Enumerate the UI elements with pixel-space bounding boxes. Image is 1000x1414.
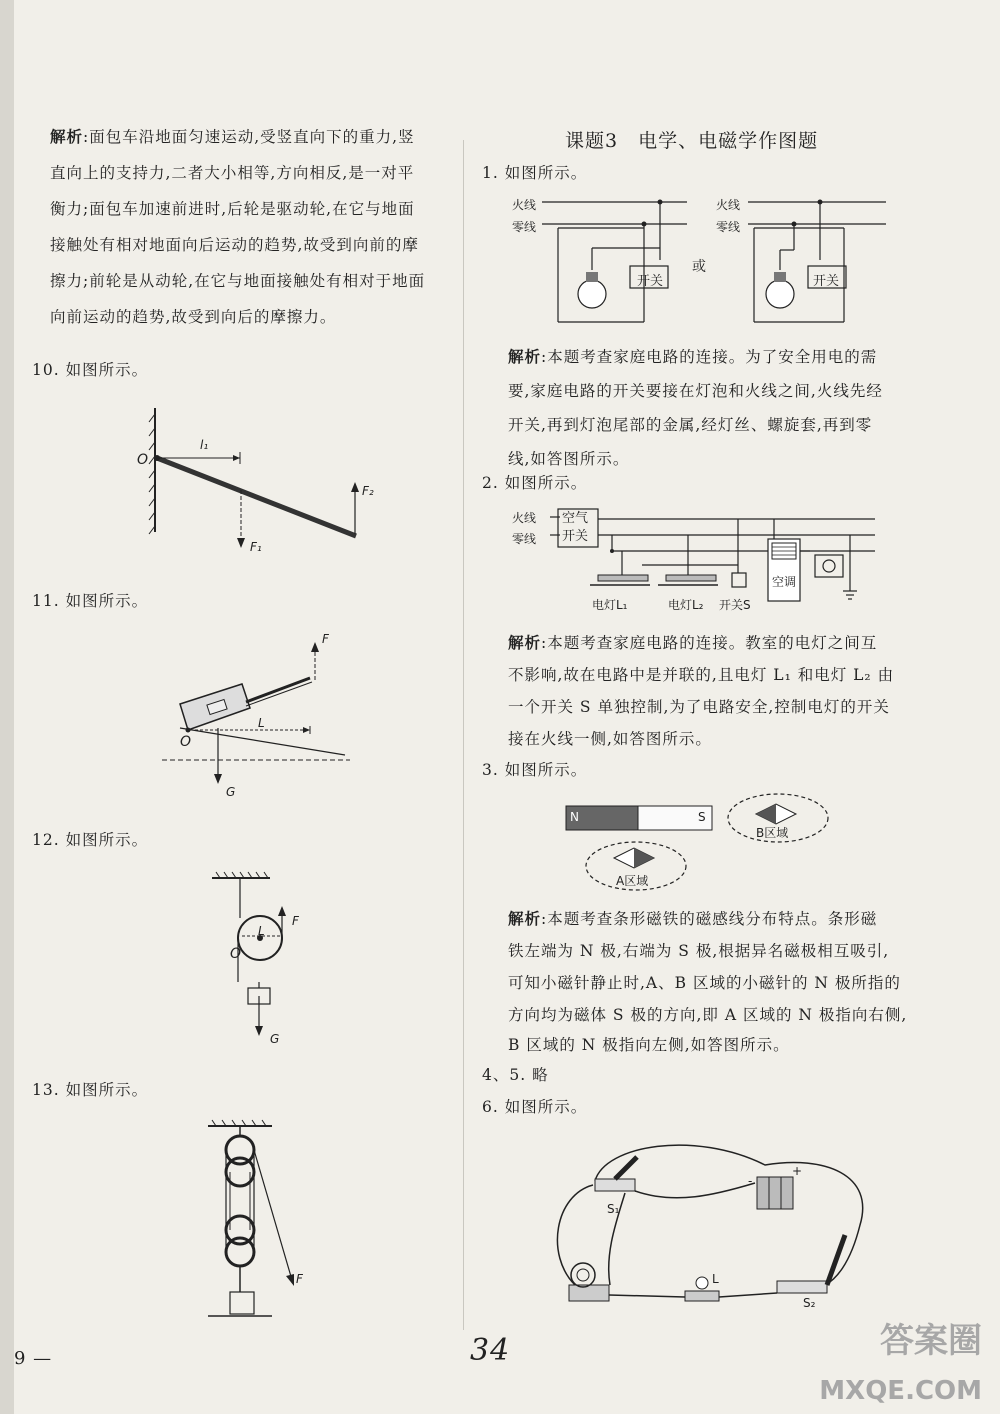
column-divider [463, 140, 464, 1330]
question-2-label: 2. 如图所示。 [482, 474, 588, 492]
analysis-line: 擦力;前轮是从动轮,在它与地面接触处有相对于地面 [50, 272, 426, 290]
section-title: 课题3 电学、电磁学作图题 [565, 130, 819, 152]
label-S2: S₂ [803, 1296, 816, 1310]
label-live: 火线 [512, 511, 537, 525]
label-N: N [570, 810, 579, 824]
analysis-line: 接触处有相对地面向后运动的趋势,故受到向前的摩 [50, 236, 419, 254]
household-circuit-diagram-b [714, 190, 892, 330]
question-4-5-label: 4、5. 略 [482, 1066, 549, 1084]
question-6-label: 6. 如图所示。 [482, 1098, 588, 1116]
question-1-label: 1. 如图所示。 [482, 164, 588, 182]
analysis-line: 解析:本题考查家庭电路的连接。教室的电灯之间互 [508, 633, 878, 652]
label-O: O [180, 734, 192, 750]
question-13-label: 13. 如图所示。 [32, 1081, 149, 1099]
lever-diagram [130, 400, 380, 560]
cart-lever-diagram [160, 630, 360, 800]
household-circuit-diagram-a [512, 190, 690, 330]
watermark-logo: 答案圈 [880, 1321, 982, 1361]
analysis-line: 向前运动的趋势,故受到向后的摩擦力。 [50, 308, 337, 326]
label-F: F [322, 632, 329, 646]
label-F1: F₁ [250, 540, 262, 554]
label-B-region: B区域 [756, 826, 789, 840]
label-O: O [137, 452, 149, 468]
label-G: G [270, 1032, 280, 1046]
analysis-line: 要,家庭电路的开关要接在灯泡和火线之间,火线先经 [508, 382, 883, 400]
label-or: 或 [692, 259, 706, 275]
analysis-line: 直向上的支持力,二者大小相等,方向相反,是一对平 [50, 164, 415, 182]
analysis-line: 铁左端为 N 极,右端为 S 极,根据异名磁极相互吸引, [508, 942, 890, 960]
label-A-region: A区域 [616, 874, 649, 888]
label-plus: + [792, 1164, 803, 1178]
label-switch-s: 开关S [719, 598, 751, 612]
label-breaker: 空气开关 [562, 511, 589, 544]
question-11-label: 11. 如图所示。 [32, 592, 149, 610]
label-ac: 空调 [772, 575, 797, 589]
label-G: G [226, 785, 236, 799]
analysis-line: 解析:本题考查条形磁铁的磁感线分布特点。条形磁 [508, 909, 878, 928]
page-edge-shadow [0, 0, 14, 1414]
label-neutral: 零线 [512, 532, 537, 546]
label-O: O [230, 946, 242, 962]
label-L: L [712, 1272, 719, 1286]
label-L: L [258, 924, 265, 938]
label-neutral: 零线 [512, 220, 537, 234]
analysis-line: 线,如答图所示。 [508, 450, 630, 468]
label-minus: - [748, 1174, 753, 1188]
pulley-block-diagram [200, 1120, 320, 1330]
page-number: 9 — [14, 1348, 53, 1369]
label-S1: S₁ [607, 1202, 620, 1216]
analysis-line: 解析:面包车沿地面匀速运动,受竖直向下的重力,竖 [50, 127, 415, 146]
analysis-line: 衡力;面包车加速前进时,后轮是驱动轮,在它与地面 [50, 200, 415, 218]
label-F2: F₂ [362, 484, 374, 498]
question-3-label: 3. 如图所示。 [482, 761, 588, 779]
analysis-line: B 区域的 N 极指向左侧,如答图所示。 [508, 1036, 790, 1054]
label-L: L [258, 716, 265, 730]
bar-magnet-diagram [560, 790, 835, 895]
analysis-line: 解析:本题考查家庭电路的连接。为了安全用电的需 [508, 347, 878, 366]
question-12-label: 12. 如图所示。 [32, 831, 149, 849]
analysis-line: 接在火线一侧,如答图所示。 [508, 730, 712, 748]
fixed-pulley-diagram [210, 870, 310, 1060]
label-switch: 开关 [637, 274, 664, 289]
label-lamp2: 电灯L₂ [668, 598, 704, 612]
label-switch: 开关 [813, 274, 840, 289]
question-10-label: 10. 如图所示。 [32, 361, 149, 379]
handwritten-note: 34 [470, 1333, 511, 1368]
label-l1: l₁ [200, 438, 209, 452]
watermark-url: MXQE.COM [819, 1376, 982, 1406]
label-S: S [698, 810, 706, 824]
electric-bell-circuit-diagram [545, 1135, 875, 1315]
label-live: 火线 [512, 198, 537, 212]
analysis-line: 一个开关 S 单独控制,为了电路安全,控制电灯的开关 [508, 698, 890, 716]
label-lamp1: 电灯L₁ [592, 598, 628, 612]
analysis-line: 方向均为磁体 S 极的方向,即 A 区域的 N 极指向右侧, [508, 1006, 908, 1024]
analysis-line: 开关,再到灯泡尾部的金属,经灯丝、螺旋套,再到零 [508, 416, 873, 434]
label-live: 火线 [716, 198, 741, 212]
label-F: F [292, 914, 299, 928]
analysis-line: 可知小磁针静止时,A、B 区域的小磁针的 N 极所指的 [508, 974, 901, 992]
analysis-line: 不影响,故在电路中是并联的,且电灯 L₁ 和电灯 L₂ 由 [508, 666, 895, 684]
label-neutral: 零线 [716, 220, 741, 234]
label-F: F [296, 1272, 303, 1286]
